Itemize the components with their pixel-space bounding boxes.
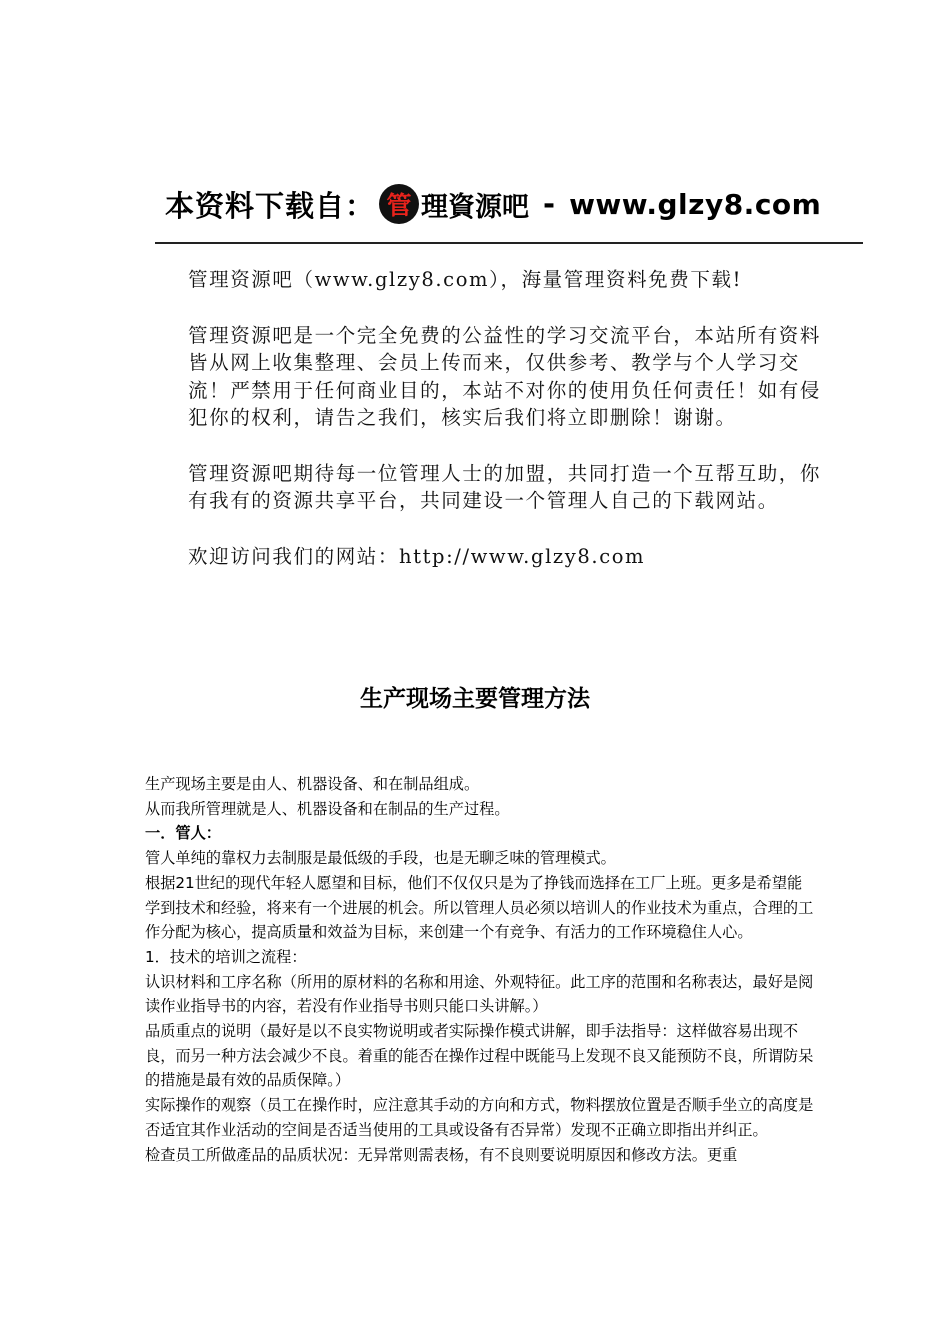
- document-title: 生产现场主要管理方法: [360, 686, 590, 712]
- notice-paragraph-4: 欢迎访问我们的网站：http://www.glzy8.com: [188, 544, 646, 568]
- section-heading: [145, 821, 815, 846]
- banner-site-name: 理資源吧: [421, 191, 530, 223]
- site-notice: [188, 266, 838, 570]
- body-paragraph: 品质重点的说明（最好是以不良实物说明或者实际操作模式讲解，即手法指导：这样做容易出现不良，而另一种方法会减少不良。着重的能否在操作过程中既能马上发现不良又能预防不良，所谓防呆的措施是最有效的品质保障。）: [145, 1022, 814, 1090]
- download-source-banner: [165, 180, 821, 228]
- body-paragraph: 认识材料和工序名称（所用的原材料的名称和用途、外观特征。此工序的范围和名称表达，最好是阅读作业指导书的内容，若没有作业指导书则只能口头讲解。）: [145, 972, 814, 1016]
- banner-url: www.glzy8.com: [569, 187, 822, 221]
- body-paragraph: 生产现场主要是由人、机器设备、和在制品组成。: [145, 775, 480, 793]
- banner-prefix: 本资料下载自：: [165, 188, 376, 223]
- document-body: [145, 772, 815, 1167]
- header-divider: [155, 242, 863, 244]
- body-paragraph: 管人单纯的靠权力去制服是最低级的手段，也是无聊乏味的管理模式。: [145, 849, 616, 868]
- section-heading-text: 一．管人：: [145, 824, 221, 843]
- subsection-heading: 1．技术的培训之流程：: [145, 947, 307, 966]
- banner-separator: -: [543, 187, 556, 221]
- site-logo-icon: 管: [379, 184, 419, 224]
- body-paragraph: 根据21世纪的现代年轻人愿望和目标，他们不仅仅只是为了挣钱而选择在工厂上班。更多是希望能学到技术和经验，将来有一个进展的机会。所以管理人员必须以培训人的作业技术为重点，合理的工作分配为核心，提高质量和效益为目标，来创建一个有竞争、有活力的工作环境稳住人心。: [145, 873, 814, 942]
- body-paragraph: 检查员工所做產品的品质状况：无异常则需表杨，有不良则要说明原因和修改方法。更重: [145, 1145, 738, 1164]
- body-paragraph: 实际操作的观察（员工在操作时，应注意其手动的方向和方式，物料摆放位置是否顺手坐立的高度是否适宜其作业活动的空间是否适当使用的工具或设备有否异常）发现不正确立即指出并纠正。: [145, 1096, 814, 1139]
- notice-paragraph-1: 管理资源吧（www.glzy8.com），海量管理资料免费下载!: [188, 268, 743, 291]
- notice-paragraph-3: 管理资源吧期待每一位管理人士的加盟，共同打造一个互帮互助，你有我有的资源共享平台，共同建设一个管理人自己的下载网站。: [188, 461, 822, 512]
- notice-paragraph-2: 管理资源吧是一个完全免费的公益性的学习交流平台，本站所有资料皆从网上收集整理、会员上传而来，仅供参考、教学与个人学习交流！严禁用于任何商业目的，本站不对你的使用负任何责任！如有侵犯你的权利，请告之我们，核实后我们将立即删除！谢谢。: [188, 323, 822, 429]
- body-paragraph: 从而我所管理就是人、机器设备和在制品的生产过程。: [145, 799, 510, 818]
